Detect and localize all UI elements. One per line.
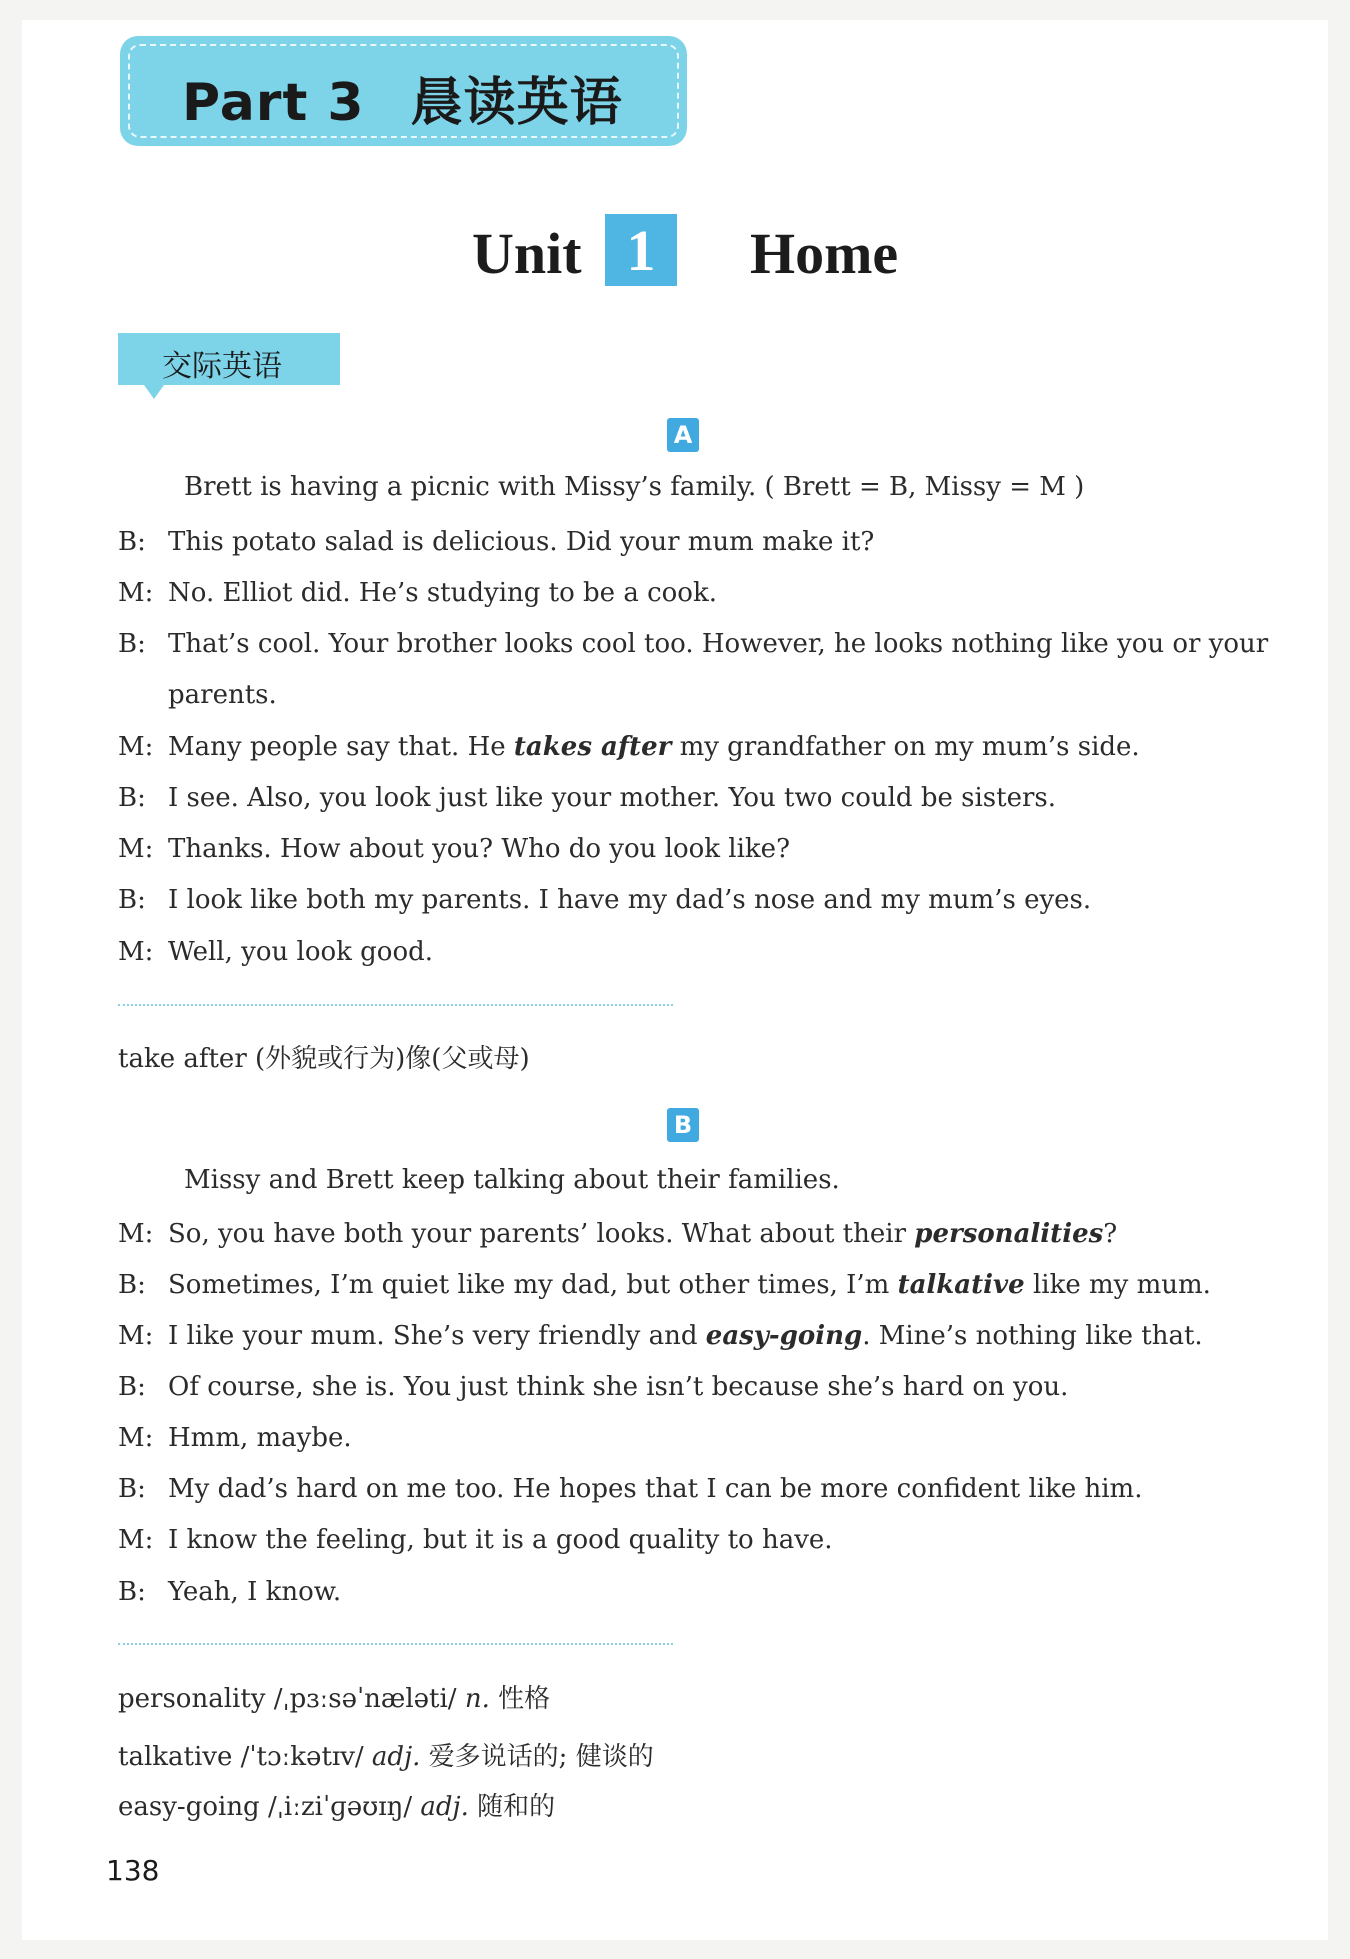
line-text: Yeah, I know. (168, 1577, 342, 1607)
dialogue-line (118, 727, 1140, 767)
vocab-entry (118, 1678, 550, 1715)
dialogue-a-badge: A (667, 418, 699, 452)
section-tag (118, 333, 340, 385)
vocab-word: personality (118, 1684, 266, 1714)
line-text: Hmm, maybe. (168, 1423, 352, 1453)
speaker-label: B: (118, 527, 146, 557)
line-text-pre: Sometimes, I’m quiet like my dad, but other times, I’m (168, 1270, 898, 1300)
dialogue-line (118, 1469, 1142, 1509)
page-number: 138 (106, 1854, 160, 1887)
keyword: personalities (914, 1219, 1104, 1249)
dialogue-b-badge: B (667, 1108, 699, 1142)
speaker-label: B: (118, 1474, 146, 1504)
speaker-label: B: (118, 1577, 146, 1607)
dialogue-line (118, 1520, 833, 1560)
dialogue-line (118, 1265, 1211, 1305)
line-text: My dad’s hard on me too. He hopes that I can be more confident like him. (168, 1474, 1143, 1504)
section-tag-label: 交际英语 (162, 349, 282, 384)
line-text-post: like my mum. (1024, 1270, 1211, 1300)
dialogue-line (118, 573, 717, 613)
dialogue-line (118, 778, 1056, 818)
line-text-post: . Mine’s nothing like that. (862, 1321, 1203, 1351)
speaker-label: B: (118, 783, 146, 813)
vocab-ipa: /ˌpɜːsəˈnæləti/ (273, 1684, 457, 1714)
speaker-label: M: (118, 1423, 154, 1453)
vocab-meaning: 随和的 (477, 1792, 556, 1822)
speaker-label: M: (118, 937, 154, 967)
speaker-label: M: (118, 1525, 154, 1555)
speaker-label: B: (118, 629, 146, 659)
vocab-word: talkative (118, 1742, 233, 1772)
keyword: talkative (897, 1270, 1025, 1300)
line-text-pre: I like your mum. She’s very friendly and (168, 1321, 706, 1351)
line-text: I see. Also, you look just like your mother. You two could be sisters. (168, 783, 1056, 813)
part-banner (120, 36, 687, 146)
line-text: That’s cool. Your brother looks cool too. However, he looks nothing like you or your (168, 629, 1269, 659)
vocab-meaning: 性格 (498, 1684, 551, 1714)
vocab-entry (118, 1736, 654, 1773)
dialogue-line (118, 1572, 341, 1612)
line-text-pre: So, you have both your parents’ looks. What about their (168, 1219, 915, 1249)
line-text: I look like both my parents. I have my dad’s nose and my mum’s eyes. (168, 885, 1092, 915)
speaker-label: M: (118, 1219, 154, 1249)
speaker-label: M: (118, 1321, 154, 1351)
vocab-pos: adj. (371, 1742, 421, 1772)
line-text: Thanks. How about you? Who do you look like? (168, 834, 791, 864)
speaker-label: B: (118, 1372, 146, 1402)
dialogue-line (118, 880, 1091, 920)
unit-word: Unit (472, 221, 582, 286)
vocab-entry (118, 1786, 555, 1823)
dialogue-line (118, 1367, 1068, 1407)
dialogue-line (118, 829, 790, 869)
dialogue-line (118, 522, 874, 562)
line-text: No. Elliot did. He’s studying to be a cook. (168, 578, 717, 608)
keyword: easy-going (705, 1321, 863, 1351)
dotted-divider (118, 1643, 673, 1645)
dialogue-line (118, 1316, 1203, 1356)
vocab-ipa: /ˌiːziˈɡəʊɪŋ/ (267, 1792, 413, 1822)
dialogue-a-intro: Brett is having a picnic with Missy’s family. ( Brett = B, Missy = M ) (184, 472, 1085, 502)
speaker-label: M: (118, 578, 154, 608)
part-title (182, 60, 623, 135)
line-text: This potato salad is delicious. Did your mum make it? (168, 527, 875, 557)
unit-name: Home (750, 221, 899, 286)
dialogue-line (118, 624, 1268, 664)
dialogue-line (118, 1418, 352, 1458)
speaker-label: B: (118, 1270, 146, 1300)
dotted-divider (118, 1004, 673, 1006)
vocab-word: easy-going (118, 1792, 260, 1822)
speaker-label: M: (118, 732, 154, 762)
vocab-pos: n. (464, 1684, 490, 1714)
line-text-post: my grandfather on my mum’s side. (671, 732, 1140, 762)
phrase-note: take after (外貌或行为)像(父或母) (118, 1044, 530, 1074)
dialogue-line (118, 932, 433, 972)
keyword: takes after (513, 732, 672, 762)
vocab-ipa: /ˈtɔːkətɪv/ (240, 1742, 364, 1772)
vocab-pos: adj. (420, 1792, 469, 1822)
line-text-post: ? (1103, 1219, 1118, 1249)
part-label: Part 3 (182, 73, 365, 133)
dialogue-line (118, 1214, 1117, 1254)
speaker-label: B: (118, 885, 146, 915)
dialogue-b-intro: Missy and Brett keep talking about their families. (184, 1165, 840, 1195)
line-continuation: parents. (168, 680, 277, 710)
line-text-pre: Many people say that. He (168, 732, 514, 762)
line-text: I know the feeling, but it is a good quality to have. (168, 1525, 833, 1555)
page-background (22, 20, 1328, 1940)
line-text: Of course, she is. You just think she isn’t because she’s hard on you. (168, 1372, 1069, 1402)
vocab-meaning: 爱多说话的; 健谈的 (428, 1742, 654, 1772)
speaker-label: M: (118, 834, 154, 864)
line-text: Well, you look good. (168, 937, 434, 967)
unit-number-badge: 1 (605, 214, 677, 286)
part-name: 晨读英语 (410, 73, 623, 133)
